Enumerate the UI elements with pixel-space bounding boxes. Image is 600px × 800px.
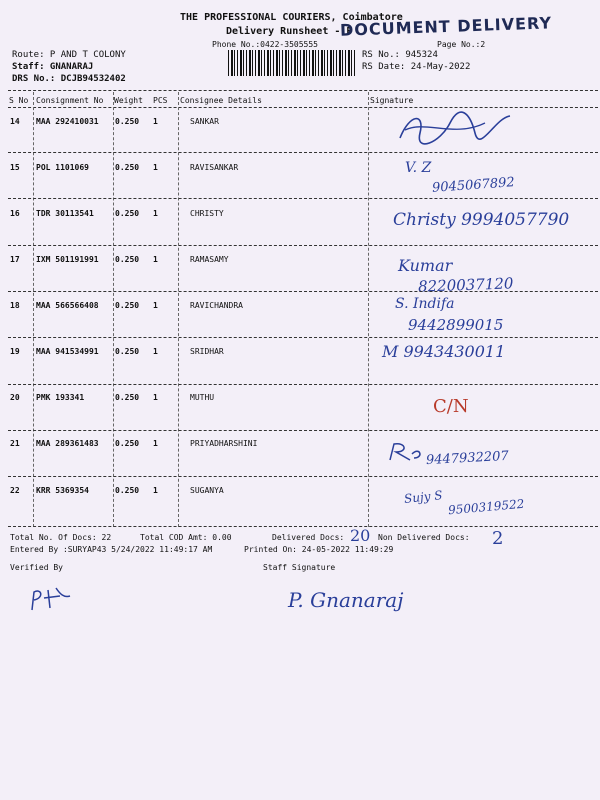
col-signature: Signature — [370, 96, 414, 105]
company-name: THE PROFESSIONAL COURIERS, Coimbatore — [180, 12, 403, 23]
signature-scribble — [395, 108, 515, 150]
handwritten-phone: 9045067892 — [431, 175, 516, 196]
row-consignment: MAA 289361483 — [36, 439, 99, 448]
staff-signature: P. Gnanaraj — [288, 588, 404, 612]
drs-number: DRS No.: DCJB94532402 — [12, 74, 126, 84]
row-consignee: CHRISTY — [190, 209, 224, 218]
row-pcs: 1 — [153, 209, 158, 218]
handwritten-signature: S. Indifa — [395, 296, 455, 312]
row-consignment: POL 1101069 — [36, 163, 89, 172]
row-consignee: MUTHU — [190, 393, 215, 402]
row-sno: 18 — [10, 301, 20, 310]
row-sno: 16 — [10, 209, 20, 218]
col-separator — [33, 92, 34, 527]
handwritten-phone: 9447932207 — [425, 448, 510, 469]
handwritten-cn-note: C/N — [433, 396, 469, 417]
document-delivery-stamp: DOCUMENT DELIVERY — [339, 13, 553, 40]
row-consignee: SANKAR — [190, 117, 219, 126]
row-weight: 0.250 — [115, 163, 140, 172]
row-rule — [8, 526, 598, 527]
row-consignment: MAA 292410031 — [36, 117, 99, 126]
handwritten-signature: Kumar — [398, 256, 453, 275]
total-docs: Total No. Of Docs: 22 — [10, 533, 112, 542]
col-sno: S No — [9, 96, 29, 105]
row-consignee: SRIDHAR — [190, 347, 224, 356]
rs-number: RS No.: 945324 — [362, 50, 438, 60]
staff-name: Staff: GNANARAJ — [12, 62, 94, 72]
row-pcs: 1 — [153, 439, 158, 448]
row-consignment: PMK 193341 — [36, 393, 85, 402]
header-top-rule — [8, 90, 598, 91]
document-title: Delivery Runsheet - P — [226, 26, 353, 37]
delivered-docs-count: 20 — [350, 526, 371, 545]
entered-by: Entered By :SURYAP43 5/24/2022 11:49:17 AM — [10, 545, 213, 554]
row-weight: 0.250 — [115, 255, 140, 264]
row-pcs: 1 — [153, 347, 158, 356]
row-pcs: 1 — [153, 255, 158, 264]
row-consignment: KRR 5369354 — [36, 486, 89, 495]
row-consignee: RAVISANKAR — [190, 163, 239, 172]
col-consignment: Consignment No — [36, 96, 104, 105]
row-consignment: TDR 30113541 — [36, 209, 94, 218]
page-number: Page No.:2 — [437, 40, 486, 49]
route: Route: P AND T COLONY — [12, 50, 126, 60]
row-sno: 19 — [10, 347, 20, 356]
row-rule — [8, 384, 598, 385]
row-rule — [8, 198, 598, 199]
row-weight: 0.250 — [115, 301, 140, 310]
row-consignment: MAA 566566408 — [36, 301, 99, 310]
barcode-image — [228, 50, 356, 76]
delivered-docs-label: Delivered Docs: — [272, 533, 345, 542]
staff-signature-label: Staff Signature — [263, 563, 336, 572]
col-weight: Weight — [114, 96, 143, 105]
row-consignee: SUGANYA — [190, 486, 224, 495]
handwritten-phone: 8220037120 — [417, 274, 514, 296]
row-sno: 22 — [10, 486, 20, 495]
row-weight: 0.250 — [115, 393, 140, 402]
col-pcs: PCS — [153, 96, 168, 105]
row-weight: 0.250 — [115, 117, 140, 126]
non-delivered-docs-label: Non Delivered Docs: — [378, 533, 470, 542]
row-sno: 14 — [10, 117, 20, 126]
row-consignee: RAMASAMY — [190, 255, 229, 264]
row-weight: 0.250 — [115, 209, 140, 218]
phone-number: Phone No.:0422-3505555 — [212, 40, 318, 49]
row-sno: 15 — [10, 163, 20, 172]
signature-scribble — [386, 440, 426, 464]
col-separator — [368, 92, 369, 527]
row-consignee: RAVICHANDRA — [190, 301, 243, 310]
row-rule — [8, 476, 598, 477]
non-delivered-docs-count: 2 — [492, 528, 504, 549]
row-consignee: PRIYADHARSHINI — [190, 439, 258, 448]
col-separator — [178, 92, 179, 527]
row-pcs: 1 — [153, 393, 158, 402]
row-sno: 21 — [10, 439, 20, 448]
handwritten-signature: M 9943430011 — [382, 342, 506, 361]
row-sno: 17 — [10, 255, 20, 264]
row-consignment: MAA 941534991 — [36, 347, 99, 356]
rs-date: RS Date: 24-May-2022 — [362, 62, 471, 72]
total-cod: Total COD Amt: 0.00 — [140, 533, 232, 542]
row-consignment: IXM 501191991 — [36, 255, 99, 264]
row-rule — [8, 152, 598, 153]
row-rule — [8, 245, 598, 246]
row-rule — [8, 430, 598, 431]
row-sno: 20 — [10, 393, 20, 402]
row-pcs: 1 — [153, 117, 158, 126]
handwritten-signature: Christy 9994057790 — [393, 210, 570, 230]
row-pcs: 1 — [153, 163, 158, 172]
handwritten-signature: V. Z — [405, 160, 432, 176]
printed-on: Printed On: 24-05-2022 11:49:29 — [244, 545, 394, 554]
verified-by-label: Verified By — [10, 563, 63, 572]
row-pcs: 1 — [153, 301, 158, 310]
handwritten-phone: 9500319522 — [447, 496, 525, 518]
col-consignee: Consignee Details — [180, 96, 262, 105]
row-pcs: 1 — [153, 486, 158, 495]
row-rule — [8, 337, 598, 338]
row-weight: 0.250 — [115, 486, 140, 495]
row-weight: 0.250 — [115, 347, 140, 356]
handwritten-signature: Sujy S — [403, 488, 444, 506]
col-separator — [113, 92, 114, 527]
row-rule — [8, 291, 598, 292]
row-weight: 0.250 — [115, 439, 140, 448]
handwritten-phone: 9442899015 — [408, 316, 504, 334]
verifier-signature-scribble — [26, 584, 76, 614]
